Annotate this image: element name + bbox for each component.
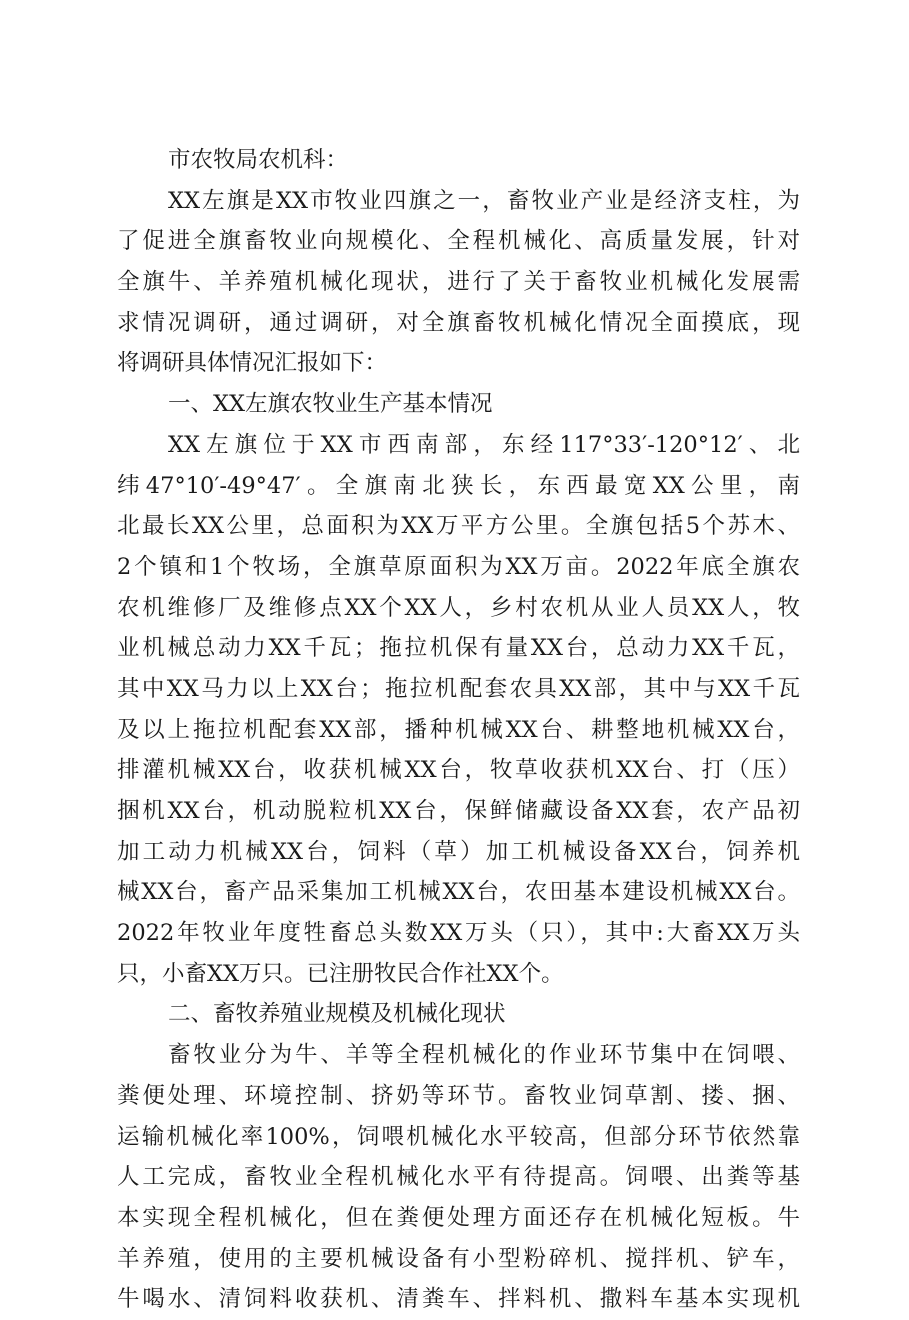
- paragraph-line: 人工完成，畜牧业全程机械化水平有待提高。饲喂、出粪等基: [117, 1164, 800, 1191]
- paragraph-line: XX左旗位于XX市西南部，东经117°33′-120°12′、北: [168, 431, 800, 458]
- paragraph-line: 北最长XX公里，总面积为XX万平方公里。全旗包括5个苏木、: [117, 513, 800, 540]
- paragraph-line: 加工动力机械XX台，饲料（草）加工机械设备XX台，饲养机: [117, 838, 800, 865]
- paragraph-line: XX左旗是XX市牧业四旗之一，畜牧业产业是经济支柱，为: [168, 187, 800, 214]
- paragraph-line: 业机械总动力XX千瓦；拖拉机保有量XX台，总动力XX千瓦，: [117, 635, 800, 662]
- paragraph-line: 全旗牛、羊养殖机械化现状，进行了关于畜牧业机械化发展需: [117, 269, 800, 296]
- paragraph-line: 了促进全旗畜牧业向规模化、全程机械化、高质量发展，针对: [117, 228, 800, 255]
- paragraph-line: 将调研具体情况汇报如下：: [117, 350, 388, 377]
- paragraph-line: 其中XX马力以上XX台；拖拉机配套农具XX部，其中与XX千瓦: [117, 675, 800, 702]
- paragraph-line: 求情况调研，通过调研，对全旗畜牧机械化情况全面摸底，现: [117, 309, 800, 336]
- paragraph-line: 畜牧业分为牛、羊等全程机械化的作业环节集中在饲喂、: [168, 1042, 800, 1069]
- section-heading: 一、XX左旗农牧业生产基本情况: [168, 391, 493, 418]
- paragraph-line: 2个镇和1个牧场，全旗草原面积为XX万亩。2022年底全旗农: [117, 553, 800, 580]
- paragraph-line: 牛喝水、清饲料收获机、清粪车、拌料机、撒料车基本实现机: [117, 1286, 800, 1313]
- paragraph-line: 2022年牧业年度牲畜总头数XX万头（只），其中:大畜XX万头: [117, 920, 800, 947]
- paragraph-line: 排灌机械XX台，收获机械XX台，牧草收获机XX台、打（压）: [117, 757, 800, 784]
- section-heading: 二、畜牧养殖业规模及机械化现状: [168, 1001, 506, 1028]
- paragraph-line: 纬47°10′-49°47′。全旗南北狭长，东西最宽XX公里，南: [117, 472, 800, 499]
- paragraph-line: 捆机XX台，机动脱粒机XX台，保鲜储藏设备XX套，农产品初: [117, 798, 800, 824]
- paragraph-line: 农机维修厂及维修点XX个XX人，乡村农机从业人员XX人，牧: [117, 594, 800, 621]
- paragraph-line: 运输机械化率100%，饲喂机械化水平较高，但部分环节依然靠: [117, 1123, 800, 1150]
- paragraph-line: 本实现全程机械化，但在粪便处理方面还存在机械化短板。牛: [117, 1204, 800, 1231]
- paragraph-line: 及以上拖拉机配套XX部，播种机械XX台、耕整地机械XX台，: [117, 716, 800, 743]
- paragraph-line: 械XX台，畜产品采集加工机械XX台，农田基本建设机械XX台。: [117, 879, 800, 906]
- salutation: 市农牧局农机科：: [168, 147, 349, 173]
- paragraph-line: 只，小畜XX万只。已注册牧民合作社XX个。: [117, 960, 564, 987]
- paragraph-line: 粪便处理、环境控制、挤奶等环节。畜牧业饲草割、搂、捆、: [117, 1082, 800, 1109]
- document-body: [117, 140, 800, 1320]
- paragraph-line: 羊养殖，使用的主要机械设备有小型粉碎机、搅拌机、铲车，: [117, 1245, 800, 1272]
